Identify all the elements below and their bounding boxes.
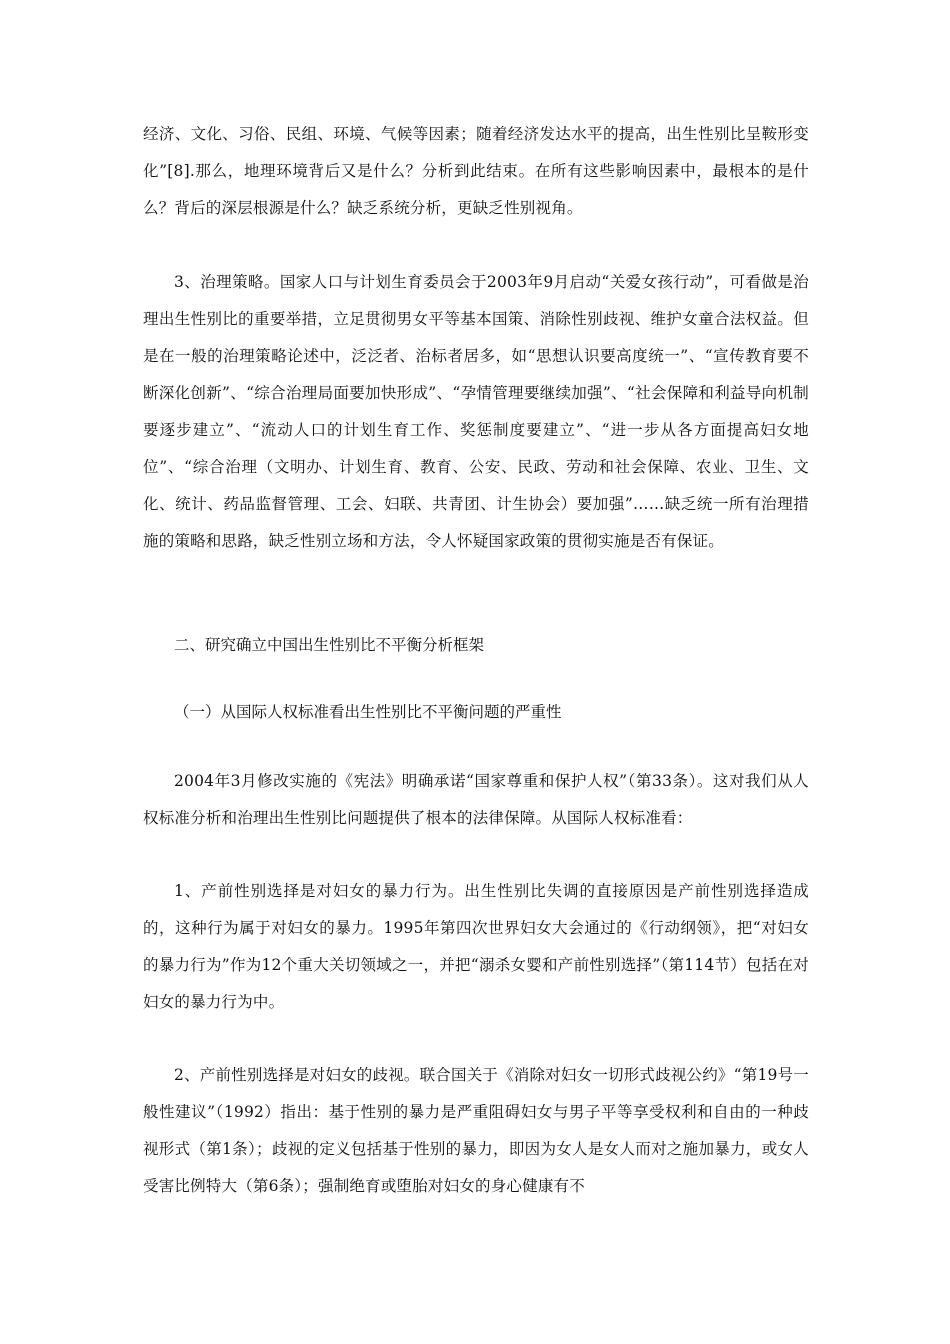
paragraph-governance-strategy: 3、治理策略。国家人口与计划生育委员会于2003年9月启动“关爱女孩行动”，可看做是治理出生性别比的重要举措，立足贯彻男女平等基本国策、消除性别歧视、维护女童合法权益。但是在一般的治理策略论述中，泛泛者、治标者居多，如“思想认识要高度统一”、“宣传教育要不断深化创新”、“综合治理局面要加快形成”、“孕情管理要继续加强”、“社会保障和利益导向机制要逐步建立”、“流动人口的计划生育工作、奖惩制度要建立”、“进一步从各方面提高妇女地位”、“综合治理（文明办、计划生育、教育、公安、民政、劳动和社会保障、农业、卫生、文化、统计、药品监督管理、工会、妇联、共青团、计生协会）要加强”……缺乏统一所有治理措施的策略和思路，缺乏性别立场和方法，令人怀疑国家政策的贯彻实施是否有保证。 bbox=[143, 273, 809, 550]
paragraph-discrimination: 2、产前性别选择是对妇女的歧视。联合国关于《消除对妇女一切形式歧视公约》“第19号一般性建议”（1992）指出：基于性别的暴力是严重阻碍妇女与男子平等享受权利和自由的一种歧视形式（第1条）；歧视的定义包括基于性别的暴力，即因为女人是女人而对之施加暴力，或女人受害比例特大（第6条）；强制绝育或堕胎对妇女的身心健康有不 bbox=[143, 1066, 809, 1195]
subsection-heading-human-rights: （一）从国际人权标准看出生性别比不平衡问题的严重性 bbox=[174, 703, 562, 721]
paragraph-constitution: 2004年3月修改实施的《宪法》明确承诺“国家尊重和保护人权”（第33条）。这对我们从人权标准分析和治理出生性别比问题提供了根本的法律保障。从国际人权标准看： bbox=[143, 772, 809, 827]
paragraph-influence-factors: 经济、文化、习俗、民组、环境、气候等因素；随着经济发达水平的提高，出生性别比呈鞍形变化”[8].那么，地理环境背后又是什么？分析到此结束。在所有这些影响因素中，最根本的是什么？背后的深层根源是什么？缺乏系统分析，更缺乏性别视角。 bbox=[143, 125, 809, 217]
paragraph-violence-against-women: 1、产前性别选择是对妇女的暴力行为。出生性别比失调的直接原因是产前性别选择造成的，这种行为属于对妇女的暴力。1995年第四次世界妇女大会通过的《行动纲领》，把“对妇女的暴力行为”作为12个重大关切领域之一，并把“溺杀女婴和产前性别选择”（第114节）包括在对妇女的暴力行为中。 bbox=[143, 882, 809, 1011]
section-heading-analysis-framework: 二、研究确立中国出生性别比不平衡分析框架 bbox=[174, 636, 485, 654]
